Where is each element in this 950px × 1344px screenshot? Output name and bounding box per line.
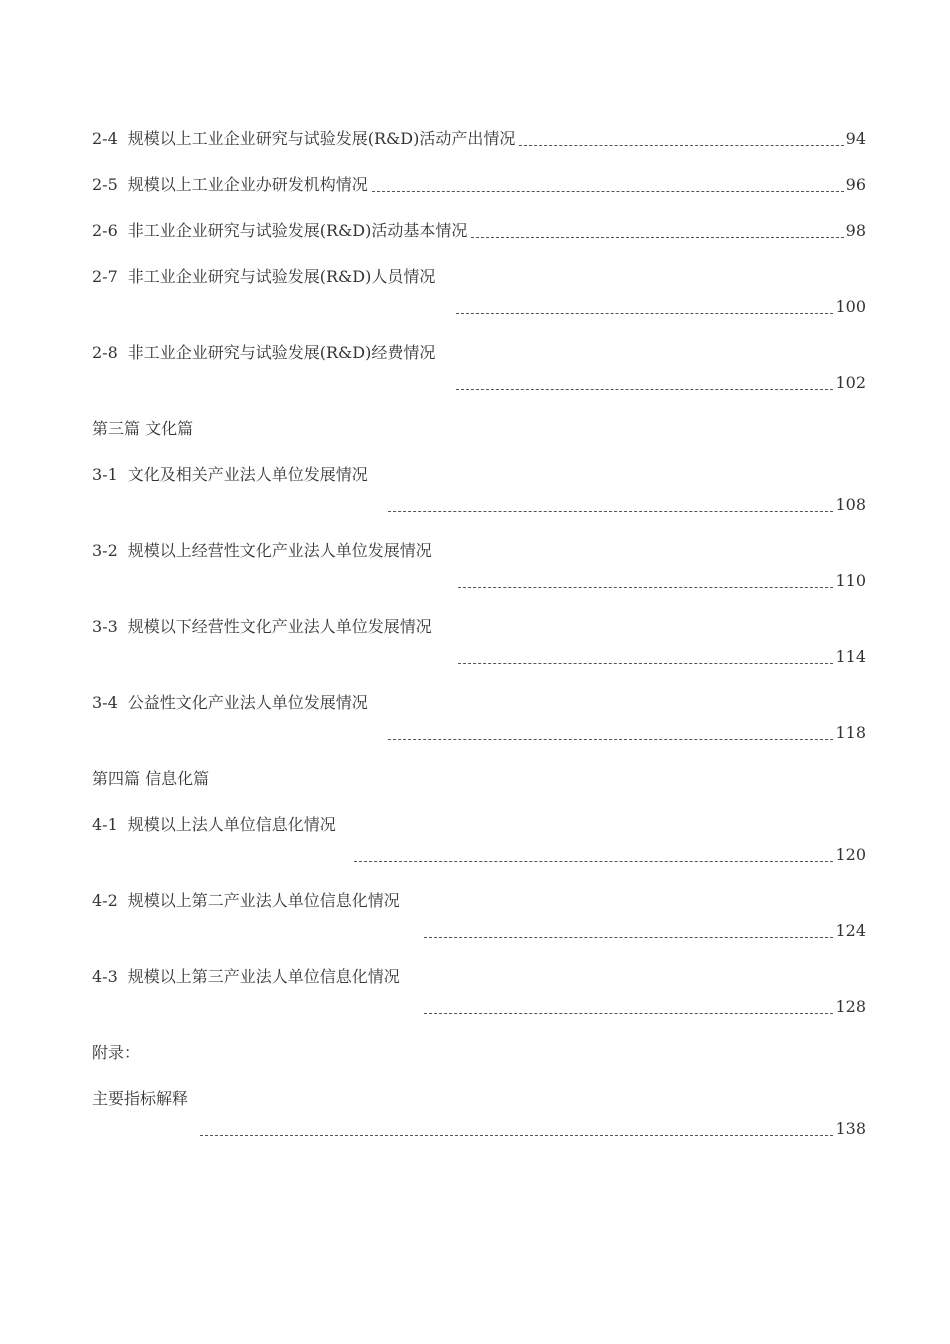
toc-entry-title: 非工业企业研究与试验发展(R&D)经费情况 xyxy=(127,343,436,362)
toc-entry-title: 规模以上第二产业法人单位信息化情况 xyxy=(127,891,400,910)
toc-entry-title: 规模以上工业企业办研发机构情况 xyxy=(127,175,368,194)
toc-leader xyxy=(458,587,833,588)
toc-leader xyxy=(456,389,833,390)
toc-entry-number: 2-6 xyxy=(92,221,118,240)
toc-page-number: 138 xyxy=(835,1119,866,1138)
toc-page-number: 98 xyxy=(845,221,866,240)
toc-entry-number: 4-3 xyxy=(92,967,118,986)
toc-page-number: 110 xyxy=(835,571,866,590)
toc-leader xyxy=(519,145,843,146)
appendix-heading: 附录： xyxy=(92,1043,141,1062)
toc-entry-title: 规模以上工业企业研究与试验发展(R&D)活动产出情况 xyxy=(127,129,516,148)
toc-entry-title-line xyxy=(92,464,866,486)
toc-entry-title: 非工业企业研究与试验发展(R&D)人员情况 xyxy=(127,267,436,286)
toc-leader xyxy=(471,237,843,238)
toc-entry-number: 2-5 xyxy=(92,175,118,194)
toc-page-number: 96 xyxy=(845,175,866,194)
toc-entry-number: 4-1 xyxy=(92,815,118,834)
toc-entry-2-4[interactable] xyxy=(92,128,866,150)
toc-page-number: 120 xyxy=(835,845,866,864)
toc-entry-title-line xyxy=(92,814,866,836)
toc-entry-title-line xyxy=(92,966,866,988)
toc-entry-title: 规模以上经营性文化产业法人单位发展情况 xyxy=(127,541,432,560)
toc-leader xyxy=(458,663,833,664)
toc-page-number: 108 xyxy=(835,495,866,514)
toc-leader xyxy=(424,937,833,938)
toc-entry-4-1[interactable] xyxy=(92,814,866,866)
toc-entry-title-line xyxy=(92,266,866,288)
part-3-heading: 第三篇 文化篇 xyxy=(92,419,194,438)
toc-entry-2-8[interactable] xyxy=(92,342,866,394)
toc-page-number: 114 xyxy=(835,647,866,666)
toc-entry-number: 3-2 xyxy=(92,541,118,560)
toc-entry-4-3[interactable] xyxy=(92,966,866,1018)
toc-leader xyxy=(372,191,844,192)
toc-entry-number: 2-4 xyxy=(92,129,118,148)
toc-entry-title-line xyxy=(92,540,866,562)
toc-entry-title-line xyxy=(92,342,866,364)
toc-entry-title: 规模以上法人单位信息化情况 xyxy=(127,815,336,834)
toc-entry-title: 规模以下经营性文化产业法人单位发展情况 xyxy=(127,617,432,636)
toc-entry-3-3[interactable] xyxy=(92,616,866,668)
toc-entry-4-2[interactable] xyxy=(92,890,866,942)
table-of-contents xyxy=(92,128,866,1164)
toc-entry-title: 非工业企业研究与试验发展(R&D)活动基本情况 xyxy=(127,221,468,240)
toc-page-number: 94 xyxy=(845,129,866,148)
toc-page-number: 102 xyxy=(835,373,866,392)
toc-entry-number: 3-3 xyxy=(92,617,118,636)
part-4-heading: 第四篇 信息化篇 xyxy=(92,769,210,788)
toc-leader xyxy=(424,1013,833,1014)
toc-entry-2-5[interactable] xyxy=(92,174,866,196)
toc-page-number: 124 xyxy=(835,921,866,940)
toc-entry-number: 2-7 xyxy=(92,267,118,286)
toc-entry-2-7[interactable] xyxy=(92,266,866,318)
toc-leader xyxy=(388,739,833,740)
toc-entry-number: 3-4 xyxy=(92,693,118,712)
toc-leader xyxy=(388,511,833,512)
toc-page-number: 100 xyxy=(835,297,866,316)
toc-entry-number: 2-8 xyxy=(92,343,118,362)
toc-page-number: 128 xyxy=(835,997,866,1016)
toc-entry-title: 文化及相关产业法人单位发展情况 xyxy=(127,465,368,484)
toc-entry-glossary[interactable] xyxy=(92,1088,866,1140)
toc-entry-title-line xyxy=(92,616,866,638)
toc-entry-3-2[interactable] xyxy=(92,540,866,592)
toc-entry-title-line xyxy=(92,692,866,714)
toc-entry-number: 4-2 xyxy=(92,891,118,910)
toc-entry-title: 公益性文化产业法人单位发展情况 xyxy=(127,693,368,712)
toc-entry-3-1[interactable] xyxy=(92,464,866,516)
toc-entry-number: 3-1 xyxy=(92,465,118,484)
toc-entry-title: 主要指标解释 xyxy=(92,1089,189,1108)
toc-leader xyxy=(456,313,833,314)
toc-entry-3-4[interactable] xyxy=(92,692,866,744)
toc-entry-title: 规模以上第三产业法人单位信息化情况 xyxy=(127,967,400,986)
toc-leader xyxy=(200,1135,833,1136)
toc-entry-title-line xyxy=(92,890,866,912)
toc-entry-2-6[interactable] xyxy=(92,220,866,242)
toc-leader xyxy=(354,861,833,862)
toc-page-number: 118 xyxy=(835,723,866,742)
